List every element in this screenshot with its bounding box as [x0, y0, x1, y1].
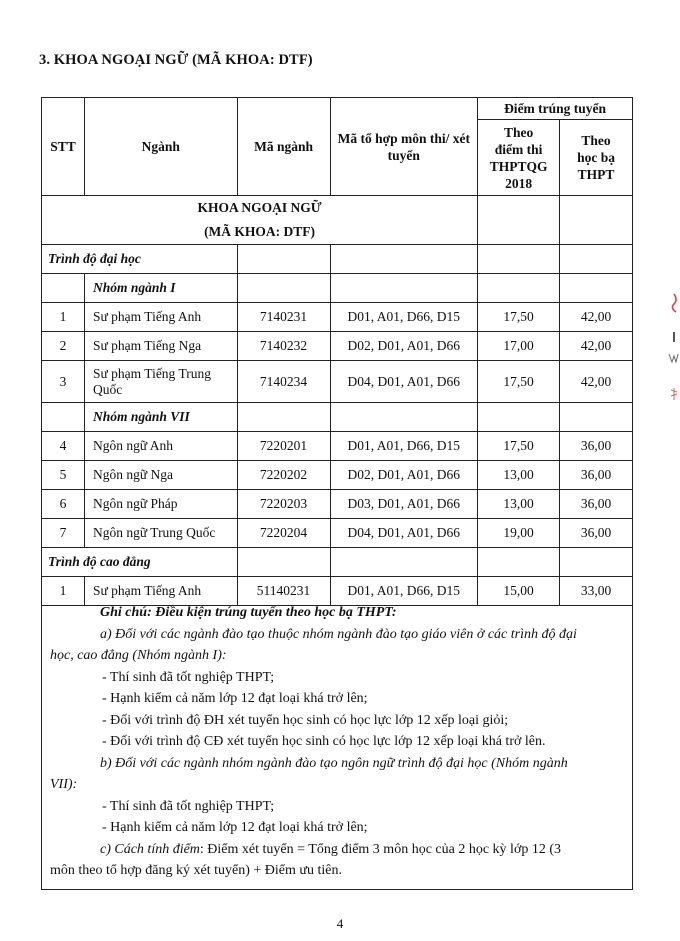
empty-cell [478, 196, 560, 245]
cell-nganh: Sư phạm Tiếng Anh [84, 577, 237, 606]
margin-stamp-fragment [666, 290, 680, 420]
notes-c-line1 [42, 839, 624, 861]
cell-to-hop: D04, D01, A01, D66 [330, 519, 478, 548]
table-row [42, 432, 633, 461]
header-thpt-l2: điểm thi [494, 141, 543, 157]
empty-cell [237, 403, 330, 432]
cell-ma: 7220202 [237, 461, 330, 490]
header-hocba-l3: THPT [577, 167, 615, 182]
empty-cell [237, 548, 330, 577]
cell-to-hop: D01, A01, D66, D15 [330, 432, 478, 461]
empty-cell [478, 403, 560, 432]
empty-cell [330, 548, 478, 577]
header-hoc-ba [560, 120, 633, 196]
header-to-hop: Mã tổ hợp môn thi/ xét tuyển [330, 98, 478, 196]
empty-cell [330, 403, 478, 432]
group-nhom7: Nhóm ngành VII [84, 403, 237, 432]
cell-stt: 7 [42, 519, 85, 548]
cell-stt: 1 [42, 303, 85, 332]
cell-stt: 5 [42, 461, 85, 490]
notes-b-line2: VII): [50, 777, 78, 792]
cell-ma: 7220201 [237, 432, 330, 461]
table-row [42, 332, 633, 361]
cell-to-hop: D03, D01, A01, D66 [330, 490, 478, 519]
cell-hoc-ba: 42,00 [560, 361, 633, 403]
cell-ma: 7140231 [237, 303, 330, 332]
notes-b-item: - Thí sinh đã tốt nghiệp THPT; [102, 798, 275, 814]
cell-nganh: Ngôn ngữ Pháp [84, 490, 237, 519]
group-row-nhom7 [42, 403, 633, 432]
khoa-title-line1: KHOA NGOẠI NGỮ [197, 200, 322, 215]
header-hocba-l1: Theo [581, 133, 611, 148]
cell-nganh: Sư phạm Tiếng Nga [84, 332, 237, 361]
notes-a-item: - Hạnh kiểm cả năm lớp 12 đạt loại khá trở lên; [102, 691, 368, 706]
cell-nganh: Ngôn ngữ Nga [84, 461, 237, 490]
empty-cell [560, 403, 633, 432]
empty-cell [560, 196, 633, 245]
header-nganh: Ngành [84, 98, 237, 196]
header-thpt-l1: Theo [503, 124, 534, 140]
cell-nganh: Sư phạm Tiếng Trung Quốc [84, 361, 237, 403]
notes-b-item: - Hạnh kiểm cả năm lớp 12 đạt loại khá trở lên; [102, 820, 368, 835]
notes-box [41, 602, 633, 890]
empty-cell [560, 274, 633, 303]
empty-cell [478, 245, 560, 274]
header-row-1 [42, 98, 633, 120]
admission-table [41, 97, 633, 606]
notes-a-item: - Đối với trình độ ĐH xét tuyển học sinh có học lực lớp 12 xếp loại giỏi; [102, 712, 509, 728]
cell-nganh: Ngôn ngữ Trung Quốc [84, 519, 237, 548]
table-row [42, 519, 633, 548]
cell-hoc-ba: 36,00 [560, 461, 633, 490]
notes-a-item: - Đối với trình độ CĐ xét tuyển học sinh có học lực lớp 12 xếp loại khá trở lên. [102, 734, 546, 749]
cell-nganh: Ngôn ngữ Anh [84, 432, 237, 461]
notes-c-label: c) Cách tính điểm [100, 841, 200, 857]
header-thpt-l4: 2018 [505, 175, 533, 191]
empty-cell [560, 548, 633, 577]
cell-hoc-ba: 33,00 [560, 577, 633, 606]
cell-hoc-ba: 36,00 [560, 519, 633, 548]
empty-cell [237, 245, 330, 274]
notes-a-line2: học, cao đẳng (Nhóm ngành I): [50, 648, 227, 663]
notes-c-line2: môn theo tổ hợp đăng ký xét tuyển) + Điểm ưu tiên. [50, 863, 342, 878]
header-ma-nganh: Mã ngành [237, 98, 330, 196]
page-number: 4 [336, 916, 344, 931]
header-diem-thptqg [478, 120, 560, 196]
header-diem-group: Điểm trúng tuyển [478, 98, 633, 120]
cell-diem: 15,00 [478, 577, 560, 606]
empty-cell [330, 274, 478, 303]
empty-cell [560, 245, 633, 274]
cell-to-hop: D01, A01, D66, D15 [330, 303, 478, 332]
table-row [42, 490, 633, 519]
cell-stt: 4 [42, 432, 85, 461]
cell-diem: 17,50 [478, 303, 560, 332]
cell-ma: 7140232 [237, 332, 330, 361]
cell-diem: 13,00 [478, 490, 560, 519]
cell-diem: 19,00 [478, 519, 560, 548]
cell-diem: 17,50 [478, 432, 560, 461]
group-row-nhom1 [42, 274, 633, 303]
cell-ma: 51140231 [237, 577, 330, 606]
empty-cell [42, 274, 85, 303]
cell-diem: 13,00 [478, 461, 560, 490]
notes-b-line1: b) Đối với các ngành nhóm ngành đào tạo ngôn ngữ trình độ đại học (Nhóm ngành [100, 755, 568, 771]
empty-cell [478, 274, 560, 303]
empty-cell [478, 548, 560, 577]
empty-cell [330, 245, 478, 274]
table-row [42, 361, 633, 403]
section-dai-hoc: Trình độ đại học [42, 245, 238, 274]
cell-hoc-ba: 42,00 [560, 303, 633, 332]
cell-to-hop: D04, D01, A01, D66 [330, 361, 478, 403]
cell-nganh: Sư phạm Tiếng Anh [84, 303, 237, 332]
khoa-title-row [42, 196, 633, 245]
table-row [42, 461, 633, 490]
cell-to-hop: D01, A01, D66, D15 [330, 577, 478, 606]
cell-to-hop: D02, D01, A01, D66 [330, 332, 478, 361]
section-heading: 3. KHOA NGOẠI NGỮ (MÃ KHOA: DTF) [39, 52, 313, 68]
cell-stt: 1 [42, 577, 85, 606]
header-hocba-l2: học bạ [577, 150, 615, 165]
cell-hoc-ba: 36,00 [560, 490, 633, 519]
cell-ma: 7220204 [237, 519, 330, 548]
header-stt: STT [42, 98, 85, 196]
cell-stt: 3 [42, 361, 85, 403]
empty-cell [237, 274, 330, 303]
notes-a-line1: a) Đối với các ngành đào tạo thuộc nhóm ngành đào tạo giáo viên ở các trình độ đại [100, 626, 577, 642]
group-nhom1: Nhóm ngành I [84, 274, 237, 303]
khoa-title-line2: (MÃ KHOA: DTF) [204, 224, 316, 239]
khoa-title-cell [42, 196, 478, 245]
cell-diem: 17,00 [478, 332, 560, 361]
cell-ma: 7140234 [237, 361, 330, 403]
cell-ma: 7220203 [237, 490, 330, 519]
cell-stt: 2 [42, 332, 85, 361]
section-cao-dang: Trình độ cao đẳng [42, 548, 238, 577]
cell-hoc-ba: 36,00 [560, 432, 633, 461]
notes-c-text: : Điểm xét tuyển = Tổng điểm 3 môn học của 2 học kỳ lớp 12 (3 [199, 841, 562, 857]
notes-title: Ghi chú: Điều kiện trúng tuyển theo học bạ THPT: [100, 605, 397, 620]
table-row [42, 303, 633, 332]
cell-diem: 17,50 [478, 361, 560, 403]
notes-a-item: - Thí sinh đã tốt nghiệp THPT; [102, 669, 275, 685]
cell-hoc-ba: 42,00 [560, 332, 633, 361]
section-row-dai-hoc [42, 245, 633, 274]
empty-cell [42, 403, 85, 432]
header-thpt-l3: THPTQG [489, 158, 548, 174]
cell-stt: 6 [42, 490, 85, 519]
section-row-cao-dang [42, 548, 633, 577]
cell-to-hop: D02, D01, A01, D66 [330, 461, 478, 490]
